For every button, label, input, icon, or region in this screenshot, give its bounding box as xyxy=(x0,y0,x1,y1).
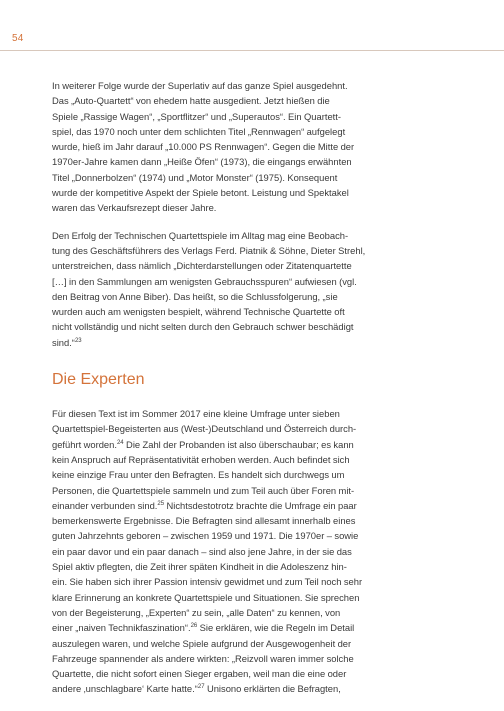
text-line: Titel „Donnerbolzen“ (1974) und „Motor Monster“ (1975). Konsequent xyxy=(52,171,338,183)
text-line: ein paar davor und ein paar danach – sind also jene Jahre, in der sie das xyxy=(52,545,352,557)
text-line: Quartette, die nicht sofort einen Sieger ergaben, weil man die eine oder xyxy=(52,668,347,680)
text-line: keine einzige Frau unter den Befragten. Es handelt sich durchwegs um xyxy=(52,469,345,481)
text-line: klare Erinnerung an konkrete Quartettspiele und Situationen. Sie sprechen xyxy=(52,591,360,603)
paragraph-1 xyxy=(52,78,442,216)
text-line: andere ‚unschlagbare‘ Karte hatte.“ xyxy=(52,683,198,695)
page-number: 54 xyxy=(12,33,24,44)
page-content xyxy=(52,78,442,697)
footnote-marker[interactable]: 26 xyxy=(190,623,198,630)
text-line: Das „Auto-Quartett“ von ehedem hatte ausgedient. Jetzt hießen die xyxy=(52,95,330,107)
header-rule xyxy=(0,50,504,51)
text-line: guten Jahrzehnts geboren – zwischen 1959 und 1971. Die 1970er – sowie xyxy=(52,530,359,542)
text-line: Nichtsdestotrotz brachte die Umfrage ein paar xyxy=(164,499,357,511)
text-line: Spiel aktiv pflegten, die Zeit ihrer späten Kindheit in die Adoleszenz hin- xyxy=(52,561,347,573)
text-line: nicht vollständig und nicht selten durch den Gebrauch schwer beschädigt xyxy=(52,321,354,333)
text-line: spiel, das 1970 noch unter dem schlichten Titel „Rennwagen“ aufgelegt xyxy=(52,125,346,137)
footnote-marker[interactable]: 23 xyxy=(74,337,82,344)
text-line: In weiterer Folge wurde der Superlativ auf das ganze Spiel ausgedehnt. xyxy=(52,80,348,91)
text-line: Fahrzeuge spannender als andere wirkten: „Reizvoll waren immer solche xyxy=(52,652,354,664)
text-line: einander verbunden sind. xyxy=(52,499,158,511)
text-line: 1970er-Jahre kamen dann „Heiße Öfen“ (1973), die eingangs erwähnten xyxy=(52,156,352,168)
text-line: Den Erfolg der Technischen Quartettspiele im Alltag mag eine Beobach- xyxy=(52,229,349,241)
text-line: von der Begeisterung, „Experten“ zu sein, „alle Daten“ zu kennen, von xyxy=(52,606,341,618)
text-line: den Beitrag von Anne Biber). Das heißt, so die Schlussfolgerung, „sie xyxy=(52,290,338,302)
section-paragraph xyxy=(52,406,442,697)
text-line: wurde, hieß im Jahr darauf „10.000 PS Rennwagen“. Gegen die Mitte der xyxy=(52,141,355,153)
text-line: Sie erklären, wie die Regeln im Detail xyxy=(197,622,355,634)
text-line: geführt worden. xyxy=(52,438,117,450)
text-line: ein. Sie haben sich ihrer Passion intensiv gewidmet und zum Teil noch sehr xyxy=(52,576,363,588)
text-line: Die Zahl der Probanden ist also überschaubar; es kann xyxy=(123,438,354,450)
footnote-marker[interactable]: 25 xyxy=(157,500,165,507)
text-line: bemerkenswerte Ergebnisse. Die Befragten sind allesamt innerhalb eines xyxy=(52,515,356,527)
text-line: wurde der kompetitive Aspekt der Spiele betont. Leistung und Spektakel xyxy=(52,187,349,199)
text-line: waren das Verkaufsrezept dieser Jahre. xyxy=(52,202,217,214)
text-line: sind.“ xyxy=(52,336,75,348)
section-heading: Die Experten xyxy=(52,371,145,389)
text-line: Spiele „Rassige Wagen“, „Sportflitzer“ und „Superautos“. Ein Quartett- xyxy=(52,110,342,122)
text-line: Personen, die Quartettspiele sammeln und zum Teil auch über Foren mit- xyxy=(52,484,355,496)
text-line: Unisono erklärten die Befragten, xyxy=(204,683,341,695)
text-line: wurden auch am wenigsten bespielt, während Technische Quartette oft xyxy=(52,306,345,318)
text-line: einer „naiven Technikfaszination“. xyxy=(52,622,191,634)
text-line: Quartettspiel-Begeisterten aus (West-)Deutschland und Österreich durch- xyxy=(52,423,357,435)
text-line: auszulegen waren, und welche Spiele aufgrund der Ausgewogenheit der xyxy=(52,637,352,649)
text-line: unterstreichen, dass nämlich „Dichterdarstellungen oder Zitatenquartette xyxy=(52,260,352,272)
text-line: tung des Geschäftsführers des Verlags Ferd. Piatnik & Söhne, Dieter Strehl, xyxy=(52,244,366,256)
footnote-marker[interactable]: 24 xyxy=(116,439,124,446)
paragraph-2 xyxy=(52,228,442,350)
text-line: Für diesen Text ist im Sommer 2017 eine kleine Umfrage unter sieben xyxy=(52,408,340,420)
footnote-marker[interactable]: 27 xyxy=(197,684,205,691)
text-line: kein Anspruch auf Repräsentativität erhoben werden. Auch befindet sich xyxy=(52,453,350,465)
text-line: […] in den Sammlungen am wenigsten Gebrauchsspuren“ aufwiesen (vgl. xyxy=(52,275,357,287)
